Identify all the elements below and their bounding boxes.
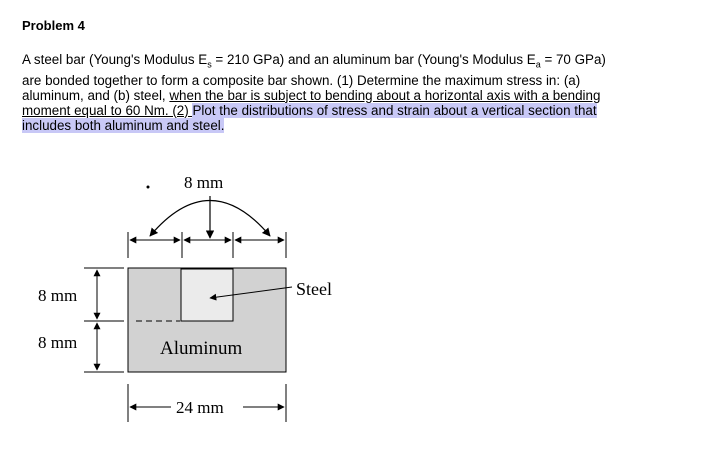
subscript-s: s: [207, 59, 212, 70]
text-segment: = 210 GPa) and an aluminum bar (Young's Modulus E: [211, 52, 536, 67]
highlighted-segment[interactable]: Plot the distributions of stress and strain about a vertical section that: [192, 102, 597, 118]
dot-mark: [147, 186, 150, 189]
top-dimension-label: 8 mm: [184, 173, 224, 192]
steel-label: Steel: [296, 279, 332, 299]
underlined-segment: moment equal to 60 Nm. (2): [22, 102, 193, 118]
text-segment: = 70 GPa): [540, 52, 606, 67]
problem-title: Problem 4: [22, 18, 85, 33]
text-segment: aluminum, and (b) steel,: [22, 87, 170, 103]
width-dimension-label: 24 mm: [176, 398, 224, 417]
statement-line-2: are bonded together to form a composite bar shown. (1) Determine the maximum stress in: (a): [22, 72, 581, 88]
aluminum-label: Aluminum: [160, 338, 243, 359]
underlined-segment: when the bar is subject to bending about a horizontal axis with a bending: [169, 87, 601, 103]
subscript-a: a: [535, 59, 541, 70]
steel-insert: [181, 269, 233, 321]
text-segment: A steel bar (Young's Modulus E: [22, 52, 208, 67]
height-dimension-label-bottom: 8 mm: [38, 333, 78, 352]
highlighted-segment[interactable]: includes both aluminum and steel.: [22, 117, 225, 133]
height-dimension-label-top: 8 mm: [38, 286, 78, 305]
